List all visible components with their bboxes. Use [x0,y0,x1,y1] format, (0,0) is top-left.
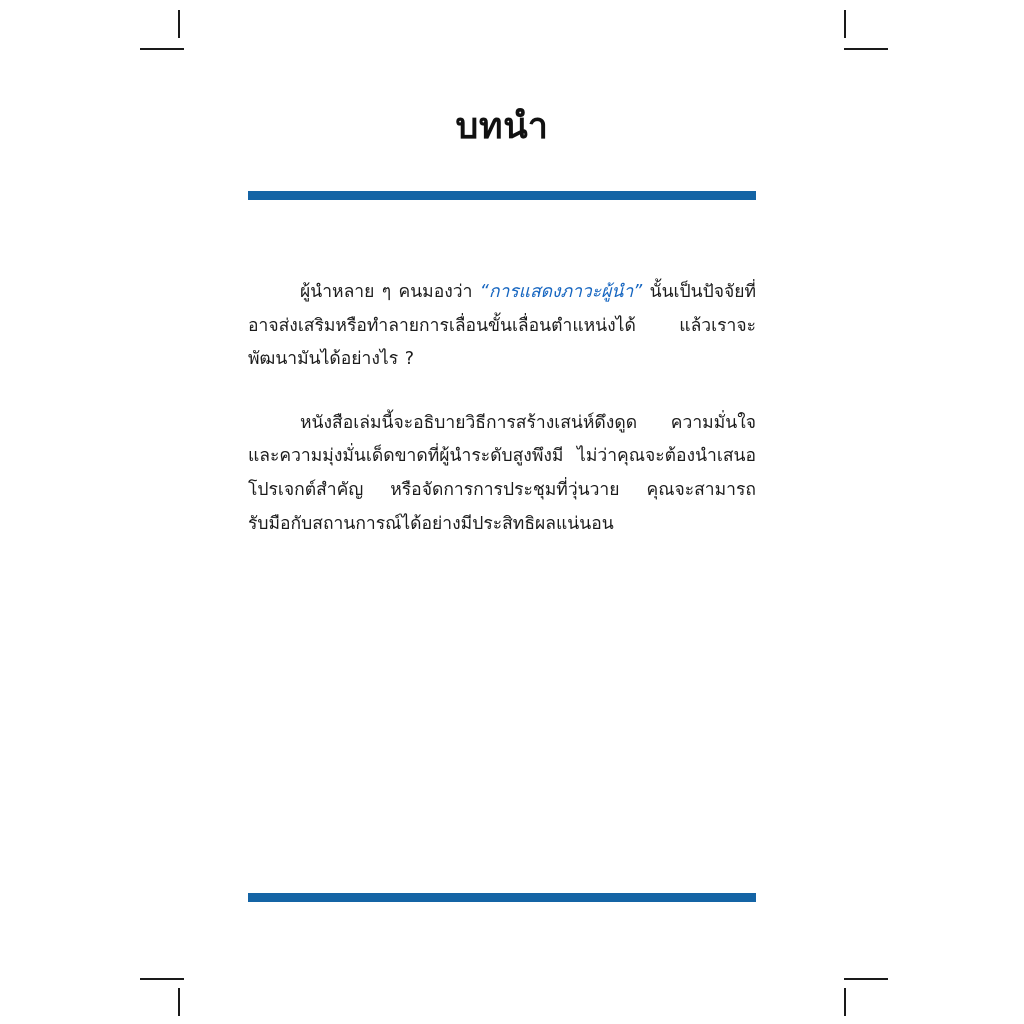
crop-mark-vertical-line [178,988,180,1016]
crop-mark-bottom-right [826,956,886,1016]
paragraph-1: ผู้นำหลาย ๆ คนมองว่า “การแสดงภาวะผู้นำ” นั้นเป็นปัจจัยที่อาจส่งเสริมหรือทำลายการเลื่อนขั้นเลื่อนตำแหน่งได้ แล้วเราจะพัฒนามันได้อย่างไร ? [248,282,756,370]
crop-mark-horizontal-line [140,48,184,50]
body-text-block [248,276,756,541]
crop-mark-top-left [140,10,200,70]
crop-mark-horizontal-line [844,978,888,980]
page-title: บทนำ [455,106,549,147]
crop-mark-horizontal-line [140,978,184,980]
crop-mark-bottom-left [140,956,200,1016]
inline-quote: “การแสดงภาวะผู้นำ” [479,282,643,302]
title-divider-rule [248,191,756,200]
footer-divider-rule [248,893,756,902]
crop-mark-vertical-line [178,10,180,38]
paragraph-2: หนังสือเล่มนี้จะอธิบายวิธีการสร้างเสน่ห์ดึงดูด ความมั่นใจ และความมุ่งมั่นเด็ดขาดที่ผู้นำระดับสูงพึงมี ไม่ว่าคุณจะต้องนำเสนอโปรเจกต์สำคัญ หรือจัดการการประชุมที่วุ่นวาย คุณจะสามารถรับมือกับสถานการณ์ได้อย่างมีประสิทธิผลแน่นอน [248,412,756,534]
crop-mark-horizontal-line [844,48,888,50]
page-content [248,96,756,541]
crop-mark-vertical-line [844,10,846,38]
crop-mark-vertical-line [844,988,846,1016]
crop-mark-top-right [826,10,886,70]
